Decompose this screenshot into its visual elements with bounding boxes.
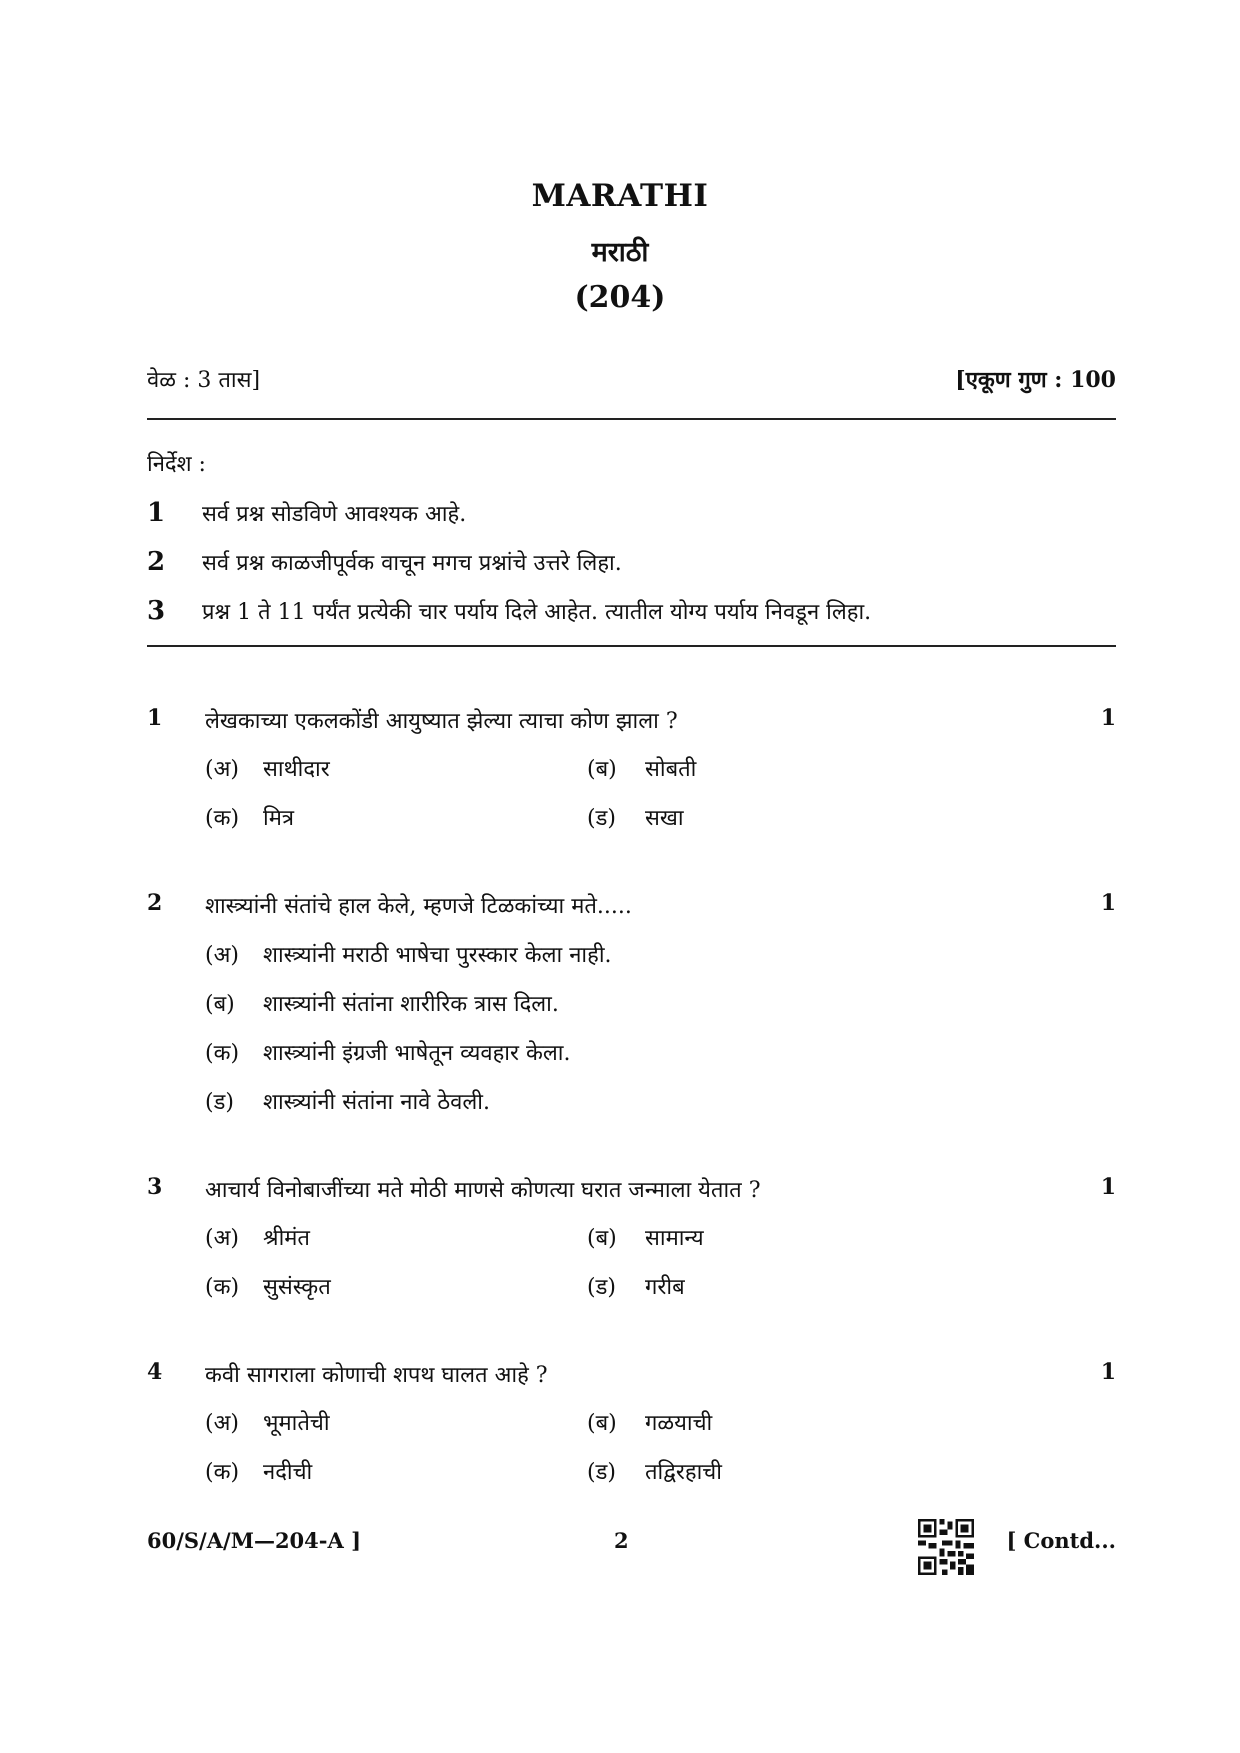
option-d [205,1086,490,1116]
paper-code: 60/S/A/M—204-A ] [147,1528,362,1553]
instruction-item [147,596,871,626]
option-b [587,753,696,783]
option-text: शास्त्र्यांनी मराठी भाषेचा पुरस्कार केला नाही. [263,943,612,968]
option-text: गरीब [645,1275,685,1300]
option-label: (ड) [587,1275,616,1300]
question-text: आचार्य विनोबाजींच्या मते मोठी माणसे कोणत्या घरात जन्माला येतात ? [205,1178,761,1203]
option-text: गळयाची [645,1411,713,1436]
option-label: (ड) [205,1090,234,1115]
instruction-number: 3 [147,596,166,626]
page-title: MARATHI [531,178,709,214]
option-c [205,1037,570,1067]
option-label: (क) [205,1275,240,1300]
option-d [587,1456,722,1486]
option-b [587,1407,712,1437]
option-c [205,1456,312,1486]
page-subtitle: मराठी [591,237,649,268]
option-text: तद्विरहाची [645,1460,722,1485]
option-text: सुसंस्कृत [263,1275,331,1300]
option-b [205,988,559,1018]
question-number: 4 [147,1359,163,1385]
instructions-heading: निर्देश : [147,452,206,477]
option-text: सोबती [645,757,697,782]
option-label: (ब) [205,992,235,1017]
instruction-text: प्रश्न 1 ते 11 पर्यंत प्रत्येकी चार पर्याय दिले आहेत. त्यातील योग्य पर्याय निवडून लिहा. [202,600,872,625]
option-text: मित्र [263,806,294,831]
divider-instructions [147,645,1116,647]
question-number: 1 [147,705,163,731]
question-number: 3 [147,1174,163,1200]
question-marks: 1 [1100,705,1116,731]
option-text: श्रीमंत [263,1226,310,1251]
question-marks: 1 [1100,1359,1116,1385]
option-text: नदीची [263,1460,313,1485]
option-text: सखा [645,806,684,831]
option-label: (ब) [587,1226,617,1251]
question-text: शास्त्र्यांनी संतांचे हाल केले, म्हणजे टिळकांच्या मते..... [205,894,632,919]
option-label: (ड) [587,1460,616,1485]
divider-top [147,418,1116,420]
option-a [205,1222,310,1252]
instruction-number: 1 [147,498,166,528]
option-text: शास्त्र्यांनी संतांना शारीरिक त्रास दिला. [263,992,559,1017]
option-label: (अ) [205,757,239,782]
page-number: 2 [614,1528,629,1553]
option-label: (ड) [587,806,616,831]
option-text: शास्त्र्यांनी संतांना नावे ठेवली. [263,1090,490,1115]
option-b [587,1222,704,1252]
subject-code: (204) [574,280,666,315]
question-number: 2 [147,890,163,916]
option-label: (क) [205,806,240,831]
option-a [205,753,330,783]
instruction-number: 2 [147,547,166,577]
option-label: (अ) [205,943,239,968]
option-text: साथीदार [263,757,330,782]
option-label: (क) [205,1041,240,1066]
option-d [587,1271,685,1301]
question-marks: 1 [1100,1174,1116,1200]
instruction-text: सर्व प्रश्न काळजीपूर्वक वाचून मगच प्रश्नांचे उत्तरे लिहा. [202,551,622,576]
contd-label: [ Contd... [1006,1528,1116,1553]
qr-code-icon [918,1519,974,1575]
instruction-item [147,547,622,577]
question-marks: 1 [1100,890,1116,916]
option-text: सामान्य [645,1226,704,1251]
option-a [205,1407,330,1437]
option-label: (अ) [205,1411,239,1436]
option-label: (क) [205,1460,240,1485]
question-text: कवी सागराला कोणाची शपथ घालत आहे ? [205,1363,548,1388]
option-label: (अ) [205,1226,239,1251]
option-c [205,1271,331,1301]
option-text: शास्त्र्यांनी इंग्रजी भाषेतून व्यवहार केला. [263,1041,571,1066]
question-text: लेखकाच्या एकलकोंडी आयुष्यात झेल्या त्याचा कोण झाला ? [205,709,678,734]
option-c [205,802,294,832]
option-label: (ब) [587,1411,617,1436]
option-label: (ब) [587,757,617,782]
instruction-text: सर्व प्रश्न सोडविणे आवश्यक आहे. [202,502,467,527]
total-marks-label: [एकूण गुण : 100 [955,367,1116,393]
time-label: वेळ : 3 तास] [147,368,261,393]
instruction-item [147,498,466,528]
option-d [587,802,684,832]
option-a [205,939,612,969]
option-text: भूमातेची [263,1411,330,1436]
